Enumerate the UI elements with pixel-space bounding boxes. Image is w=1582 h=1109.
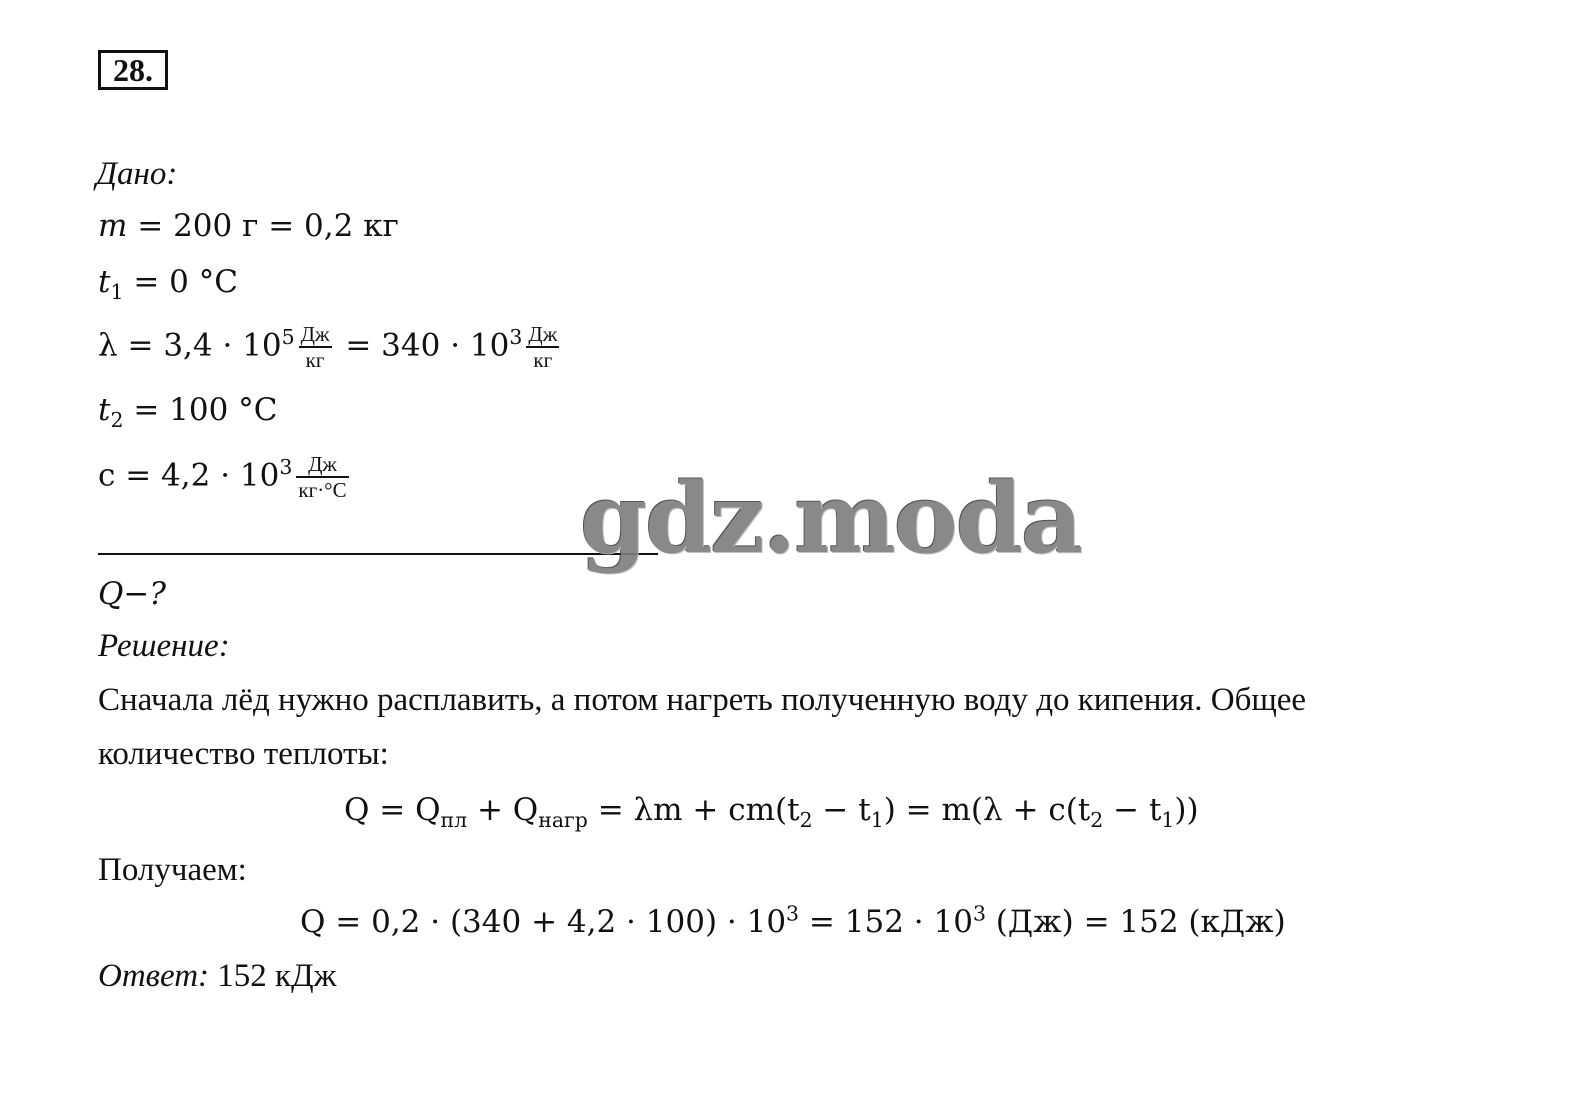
t1-sub: 1 <box>110 280 124 305</box>
lambda-mid: = 340 · 10 <box>335 327 510 364</box>
solution-text-line1: Сначала лёд нужно расплавить, а потом нагреть полученную воду до кипения. Общее <box>98 682 1307 718</box>
formula-p3: = λm + cm(t <box>587 792 800 828</box>
given-c <box>98 452 353 502</box>
given-divider <box>98 553 658 555</box>
find-label: Q−? <box>98 576 167 612</box>
c-unit <box>296 452 348 502</box>
c-unit-den: кг·°C <box>298 478 347 502</box>
calc-formula <box>300 902 1286 942</box>
given-lambda <box>98 322 563 372</box>
c-exp: 3 <box>279 455 293 480</box>
calc-p2: = 152 · 10 <box>799 904 973 940</box>
formula-s5: 2 <box>1090 808 1104 833</box>
t2-sub: 2 <box>110 408 124 433</box>
formula-s1: пл <box>440 808 468 833</box>
given-mass <box>98 206 399 246</box>
lambda-exp1: 5 <box>281 325 295 350</box>
formula-p4: − t <box>812 792 871 828</box>
lambda-unit2 <box>526 322 559 372</box>
lambda-lhs: λ = 3,4 · 10 <box>98 327 282 364</box>
lambda-unit1-den: кг <box>305 348 325 372</box>
calc-e1: 3 <box>786 901 800 926</box>
c-lhs: c = 4,2 · 10 <box>98 457 280 494</box>
get-label: Получаем: <box>98 852 247 888</box>
lambda-unit2-num: Дж <box>528 322 558 346</box>
given-t2 <box>98 390 278 433</box>
formula-s4: 1 <box>870 808 884 833</box>
answer-label: Ответ: <box>98 958 210 994</box>
lambda-exp2: 3 <box>509 325 523 350</box>
calc-p1: Q = 0,2 · (340 + 4,2 · 100) · 10 <box>300 904 787 940</box>
main-formula <box>344 790 1199 833</box>
t1-var: t <box>98 264 111 300</box>
answer-value: 152 кДж <box>209 958 337 994</box>
answer-line <box>98 956 336 996</box>
mass-var: m <box>98 208 128 244</box>
formula-p7: )) <box>1174 792 1199 828</box>
formula-s2: нагр <box>538 808 588 833</box>
formula-p5: ) = m(λ + c(t <box>883 792 1091 828</box>
c-unit-num: Дж <box>296 452 348 478</box>
watermark: gdz.moda <box>580 462 1082 575</box>
formula-p6: − t <box>1103 792 1162 828</box>
calc-p3: (Дж) = 152 (кДж) <box>985 904 1286 940</box>
t1-rest: = 0 °C <box>123 264 238 300</box>
given-label: Дано: <box>96 156 178 192</box>
lambda-unit1 <box>299 322 332 372</box>
solution-text-line2: количество теплоты: <box>98 736 389 772</box>
lambda-unit1-num: Дж <box>300 322 330 346</box>
given-t1 <box>98 262 238 305</box>
mass-rest: = 200 г = 0,2 кг <box>127 208 399 244</box>
formula-s6: 1 <box>1161 808 1175 833</box>
t2-rest: = 100 °C <box>123 392 278 428</box>
formula-s3: 2 <box>799 808 813 833</box>
formula-p1: Q = Q <box>344 792 441 828</box>
calc-e2: 3 <box>972 901 986 926</box>
problem-number: 28. <box>98 50 168 90</box>
solution-label: Решение: <box>98 628 230 664</box>
formula-p2: + Q <box>467 792 539 828</box>
lambda-unit2-den: кг <box>533 348 553 372</box>
t2-var: t <box>98 392 111 428</box>
